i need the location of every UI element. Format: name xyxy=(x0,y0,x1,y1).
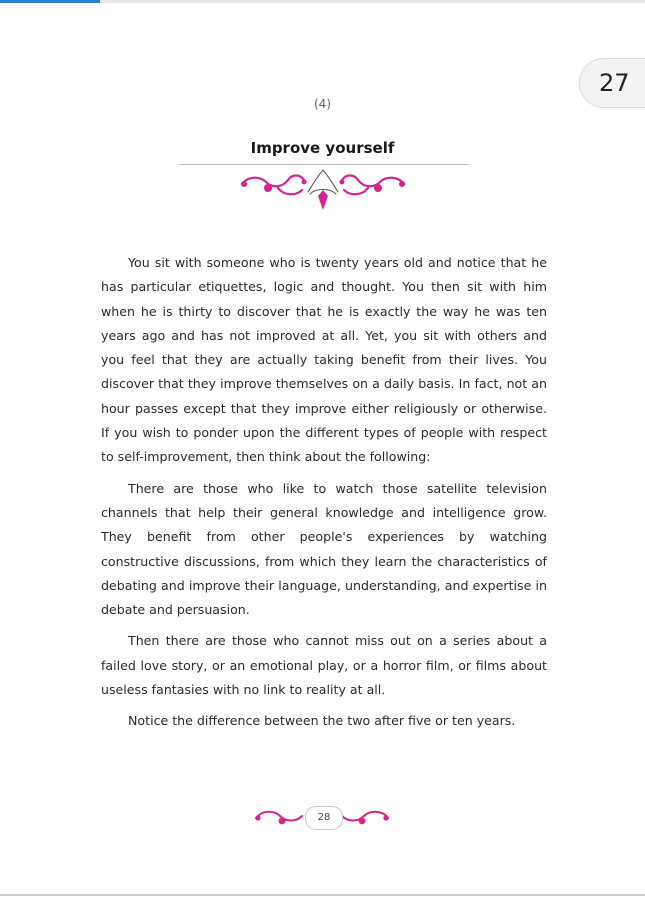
flourish-ornament-icon xyxy=(238,166,408,214)
body-paragraph: Then there are those who cannot miss out on a series about a failed love story, or an emotional play, or a horror film, or films about useless fantasies with no link to reality at all. xyxy=(101,633,547,698)
page-number: 28 xyxy=(305,806,343,830)
body-paragraph: You sit with someone who is twenty years old and notice that he has particular etiquettes, logic and thought. You then sit with him when he is thirty to discover that he is exactly the way he was ten years ago and has not improved at all. Yet, you sit with others and you feel that they are actually taking benefit from their lives. You discover that they improve themselves on a daily basis. In fact, not an hour passes except that they improve either religiously or otherwise. If you wish to ponder upon the different types of people with respect to self-improvement, then think about the following: xyxy=(101,255,547,465)
chapter-title: Improve yourself xyxy=(250,139,395,157)
body-paragraph: There are those who like to watch those satellite television channels that help their general knowledge and intelligence grow. They benefit from other people's experiences by watching constructive discussions, from which they learn the characteristics of debating and improve their language, understanding, and expertise in debate and persuasion. xyxy=(101,480,547,618)
title-divider xyxy=(179,164,469,165)
body-paragraph: Notice the difference between the two after five or ten years. xyxy=(128,713,516,729)
bottom-divider xyxy=(0,894,645,896)
chapter-body xyxy=(101,251,547,741)
page-indicator-number: 27 xyxy=(599,69,630,97)
reading-progress-bar xyxy=(0,0,645,3)
reading-progress-fill xyxy=(0,0,100,3)
chapter-number: (4) xyxy=(314,97,331,111)
